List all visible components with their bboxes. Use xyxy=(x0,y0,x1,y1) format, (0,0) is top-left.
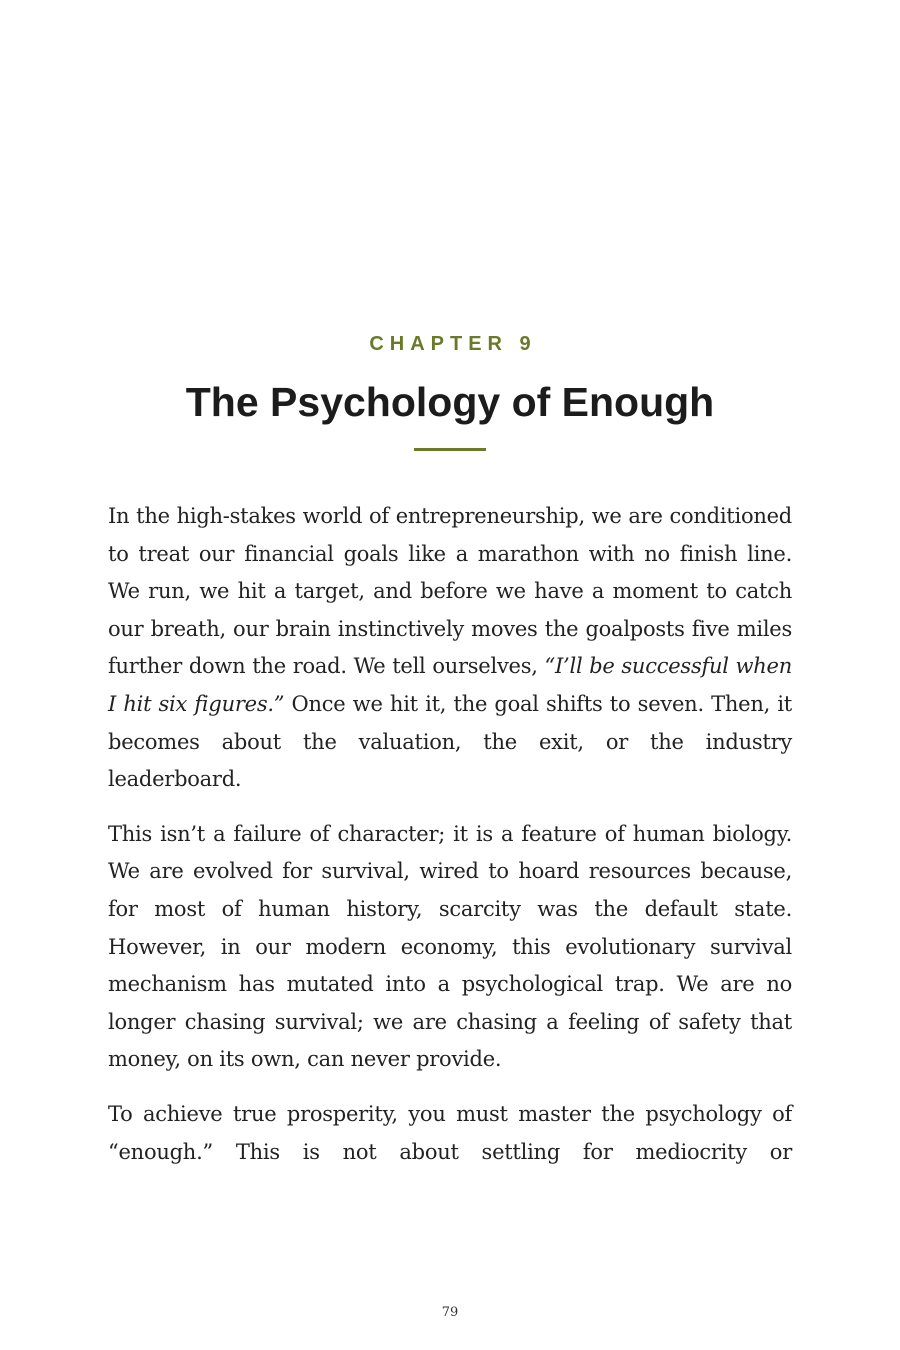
paragraph-1-intro: In the high-stakes world of entrepreneurship, we are conditioned to treat our financial goals like a marathon with no finish line. We run, we hit a target, and before we have a moment to catch our breath, our brain instinctively moves the goalposts five miles further down the road. We tell ourselves, xyxy=(108,504,792,679)
chapter-label: CHAPTER 9 xyxy=(369,333,537,355)
title-divider xyxy=(414,448,486,451)
paragraph-1-quote: “I’ll be successful when I hit six figures.” xyxy=(108,654,792,716)
paragraph-1 xyxy=(108,498,792,799)
paragraph-2: This isn’t a failure of character; it is a feature of human biology. We are evolved for survival, wired to hoard resources because, for most of human history, scarcity was the default state. However, in our modern economy, this evolutionary survival mechanism has mutated into a psychological trap. We are no longer chasing survival; we are chasing a feeling of safety that money, on its own, can never provide. xyxy=(108,821,792,1072)
chapter-body xyxy=(108,498,792,1188)
page-number: 79 xyxy=(441,1305,459,1320)
paragraph-3: To achieve true prosperity, you must master the psychology of “enough.” This is not about settling for mediocrity or xyxy=(108,1101,792,1164)
paragraph-1-outro: Once we hit it, the goal shifts to seven. Then, it becomes about the valuation, the exit, or the industry leaderboard. xyxy=(108,691,792,792)
chapter-title: The Psychology of Enough xyxy=(185,379,715,425)
